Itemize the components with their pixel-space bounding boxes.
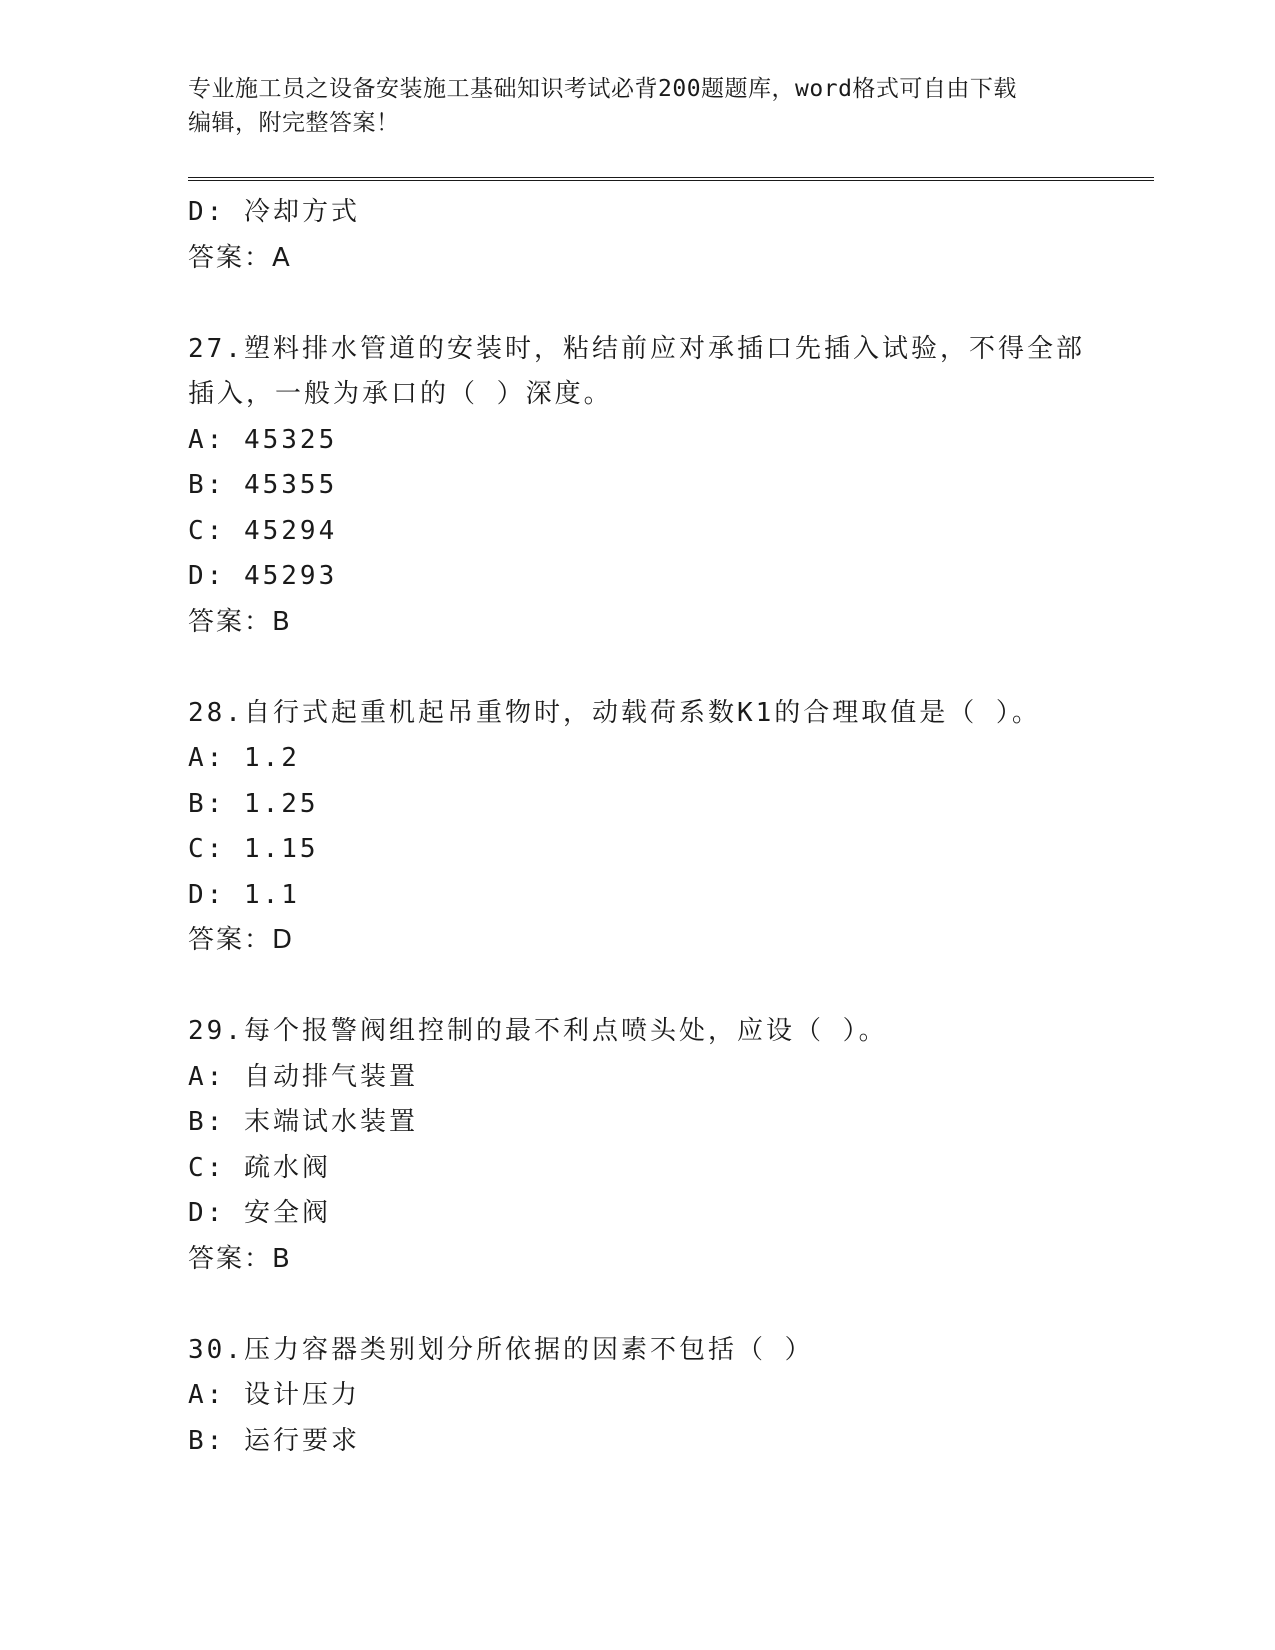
spacer — [188, 281, 1154, 327]
question-stem: 29.每个报警阀组控制的最不利点喷头处，应设（ ）。 — [188, 1016, 888, 1046]
question-26-tail — [188, 190, 1154, 281]
question-stem: 28.自行式起重机起吊重物时，动载荷系数K1的合理取值是（ ）。 — [188, 697, 1041, 728]
option-a: A: 自动排气装置 — [188, 1061, 418, 1092]
option-c: C: 45294 — [188, 515, 338, 546]
question-29 — [188, 1009, 1154, 1282]
question-stem: 30.压力容器类别划分所依据的因素不包括（ ） — [188, 1334, 814, 1365]
option-a: A: 45325 — [188, 424, 338, 455]
header-title-line-1: 专业施工员之设备安装施工基础知识考试必背200题题库，word格式可自由下载 — [188, 76, 1017, 102]
option-b: B: 45355 — [188, 470, 338, 500]
option-d: D: 冷却方式 — [188, 197, 360, 227]
spacer — [188, 964, 1154, 1010]
question-stem: 27.塑料排水管道的安装时，粘结前应对承插口先插入试验，不得全部 — [188, 333, 1085, 364]
option-d: D: 45293 — [188, 561, 338, 591]
option-d: D: 安全阀 — [188, 1198, 331, 1228]
option-b: B: 1.25 — [188, 788, 319, 819]
answer-label: 答案：B — [188, 606, 292, 637]
question-28 — [188, 691, 1154, 964]
option-b: B: 末端试水装置 — [188, 1107, 418, 1137]
answer-label: 答案：D — [188, 925, 295, 955]
page-header — [188, 72, 1068, 140]
question-30 — [188, 1328, 1154, 1465]
option-d: D: 1.1 — [188, 879, 300, 910]
answer-label: 答案：A — [188, 242, 292, 273]
question-27 — [188, 327, 1154, 646]
option-c: C: 疏水阀 — [188, 1152, 331, 1183]
option-a: A: 设计压力 — [188, 1380, 360, 1410]
header-title-line-2: 编辑，附完整答案！ — [188, 110, 400, 136]
spacer — [188, 645, 1154, 691]
question-stem-continued: 插入，一般为承口的（ ）深度。 — [188, 379, 613, 409]
question-list — [188, 190, 1154, 1464]
option-b: B: 运行要求 — [188, 1425, 360, 1456]
option-a: A: 1.2 — [188, 743, 300, 773]
header-divider — [188, 177, 1154, 181]
answer-label: 答案：B — [188, 1243, 292, 1274]
spacer — [188, 1282, 1154, 1328]
option-c: C: 1.15 — [188, 834, 319, 864]
